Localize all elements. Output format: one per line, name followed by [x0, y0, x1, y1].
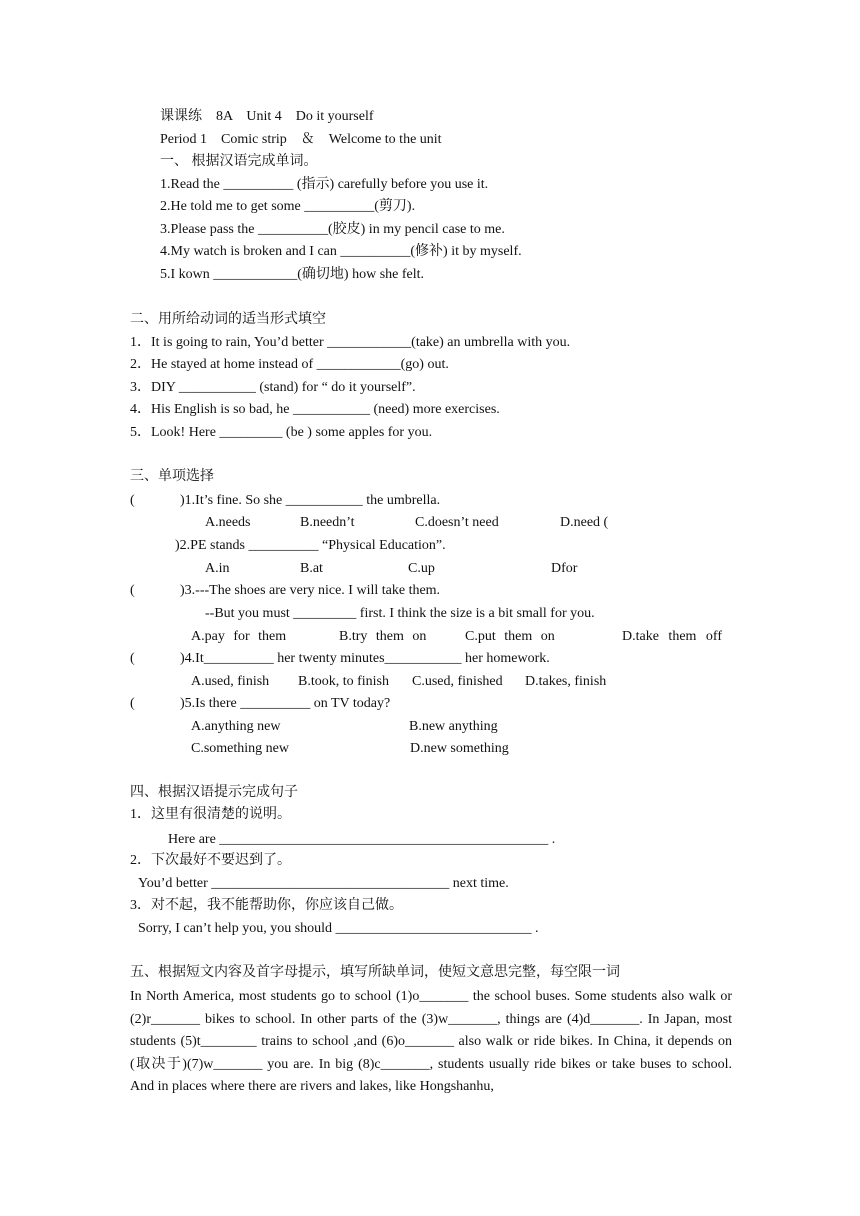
question-stem: )3.---The shoes are very nice. I will take them.	[180, 583, 441, 598]
section4-prompt: 1．这里有很清楚的说明。	[130, 807, 291, 822]
option-d: D.need (	[560, 515, 609, 530]
section5-heading: 五、根据短文内容及首字母提示，填写所缺单词，使短文意思完整，每空限一词	[130, 965, 620, 980]
question-stem: )1.It’s fine. So she ___________ the umbrella.	[180, 493, 441, 508]
section2-item: 5．Look! Here _________ (be ) some apples for you.	[130, 425, 433, 440]
option-b: B.at	[300, 561, 323, 576]
section2-item: 1．It is going to rain, You’d better ____________(take) an umbrella with you.	[130, 335, 571, 350]
answer-paren: (	[130, 696, 135, 711]
section1-item: 5.I kown ____________(确切地) how she felt.	[160, 267, 425, 282]
option-d: Dfor	[551, 561, 578, 576]
option-d: D.new something	[410, 741, 509, 756]
section4-answer-line: You’d better __________________________________ next time.	[138, 876, 509, 891]
answer-paren: (	[130, 651, 135, 666]
option-a: A.used, finish	[191, 674, 270, 689]
option-d: D.take them off	[622, 629, 722, 644]
section4-answer-line: Here are _______________________________________________ .	[168, 832, 556, 847]
answer-paren: (	[130, 583, 135, 598]
option-c: C.used, finished	[412, 674, 503, 689]
option-b: B.took, to finish	[298, 674, 390, 689]
question-stem: )2.PE stands __________ “Physical Education”.	[175, 538, 446, 553]
question-stem-continued: --But you must _________ first. I think the size is a bit small for you.	[205, 606, 595, 621]
question-stem: )4.It__________ her twenty minutes___________ her homework.	[180, 651, 550, 666]
section4-answer-line: Sorry, I can’t help you, you should ____________________________ .	[138, 921, 539, 936]
section2-item: 3．DIY ___________ (stand) for “ do it yourself”.	[130, 380, 416, 395]
section2-item: 4．His English is so bad, he ___________ (need) more exercises.	[130, 402, 500, 417]
section1-heading: 一、 根据汉语完成单词。	[160, 154, 318, 169]
section1-item: 2.He told me to get some __________(剪刀).	[160, 199, 416, 214]
section1-item: 1.Read the __________ (指示) carefully before you use it.	[160, 177, 489, 192]
option-d: D.takes, finish	[525, 674, 607, 689]
option-a: A.needs	[205, 515, 251, 530]
section4-heading: 四、根据汉语提示完成句子	[130, 785, 298, 800]
option-a: A.in	[205, 561, 230, 576]
period-title: Period 1 Comic strip ＆ Welcome to the unit	[160, 132, 442, 147]
section1-item: 3.Please pass the __________(胶皮) in my pencil case to me.	[160, 222, 505, 237]
section2-item: 2．He stayed at home instead of ____________(go) out.	[130, 357, 449, 372]
section5-passage: In North America, most students go to school (1)o_______ the school buses. Some students also walk or (2)r_______ bikes to school. In other parts of the (3)w_______, things are (4)d_______. In Japan, most students (5)t________ trains to school ,and (6)o_______ also walk or ride bikes. In China, it depends on (取决于)(7)w_______ you are. In big (8)c_______, students usually ride bikes or take buses to school. And in places where there are rivers and lakes, like Hongshanhu,	[130, 989, 732, 1095]
option-c: C.doesn’t need	[415, 515, 499, 530]
option-a: A.anything new	[191, 719, 281, 734]
section4-prompt: 3．对不起，我不能帮助你，你应该自己做。	[130, 898, 403, 913]
option-b: B.try them on	[339, 629, 427, 644]
option-b: B.needn’t	[300, 515, 355, 530]
option-c: C.something new	[191, 741, 289, 756]
option-c: C.put them on	[465, 629, 555, 644]
question-stem: )5.Is there __________ on TV today?	[180, 696, 391, 711]
option-a: A.pay for them	[191, 629, 287, 644]
section3-heading: 三、单项选择	[130, 469, 214, 484]
section1-item: 4.My watch is broken and I can __________(修补) it by myself.	[160, 244, 522, 259]
option-b: B.new anything	[409, 719, 498, 734]
section2-heading: 二、用所给动词的适当形式填空	[130, 312, 326, 327]
option-c: C.up	[408, 561, 435, 576]
worksheet-title: 课课练 8A Unit 4 Do it yourself	[160, 109, 374, 124]
answer-paren: (	[130, 493, 135, 508]
section4-prompt: 2．下次最好不要迟到了。	[130, 853, 291, 868]
